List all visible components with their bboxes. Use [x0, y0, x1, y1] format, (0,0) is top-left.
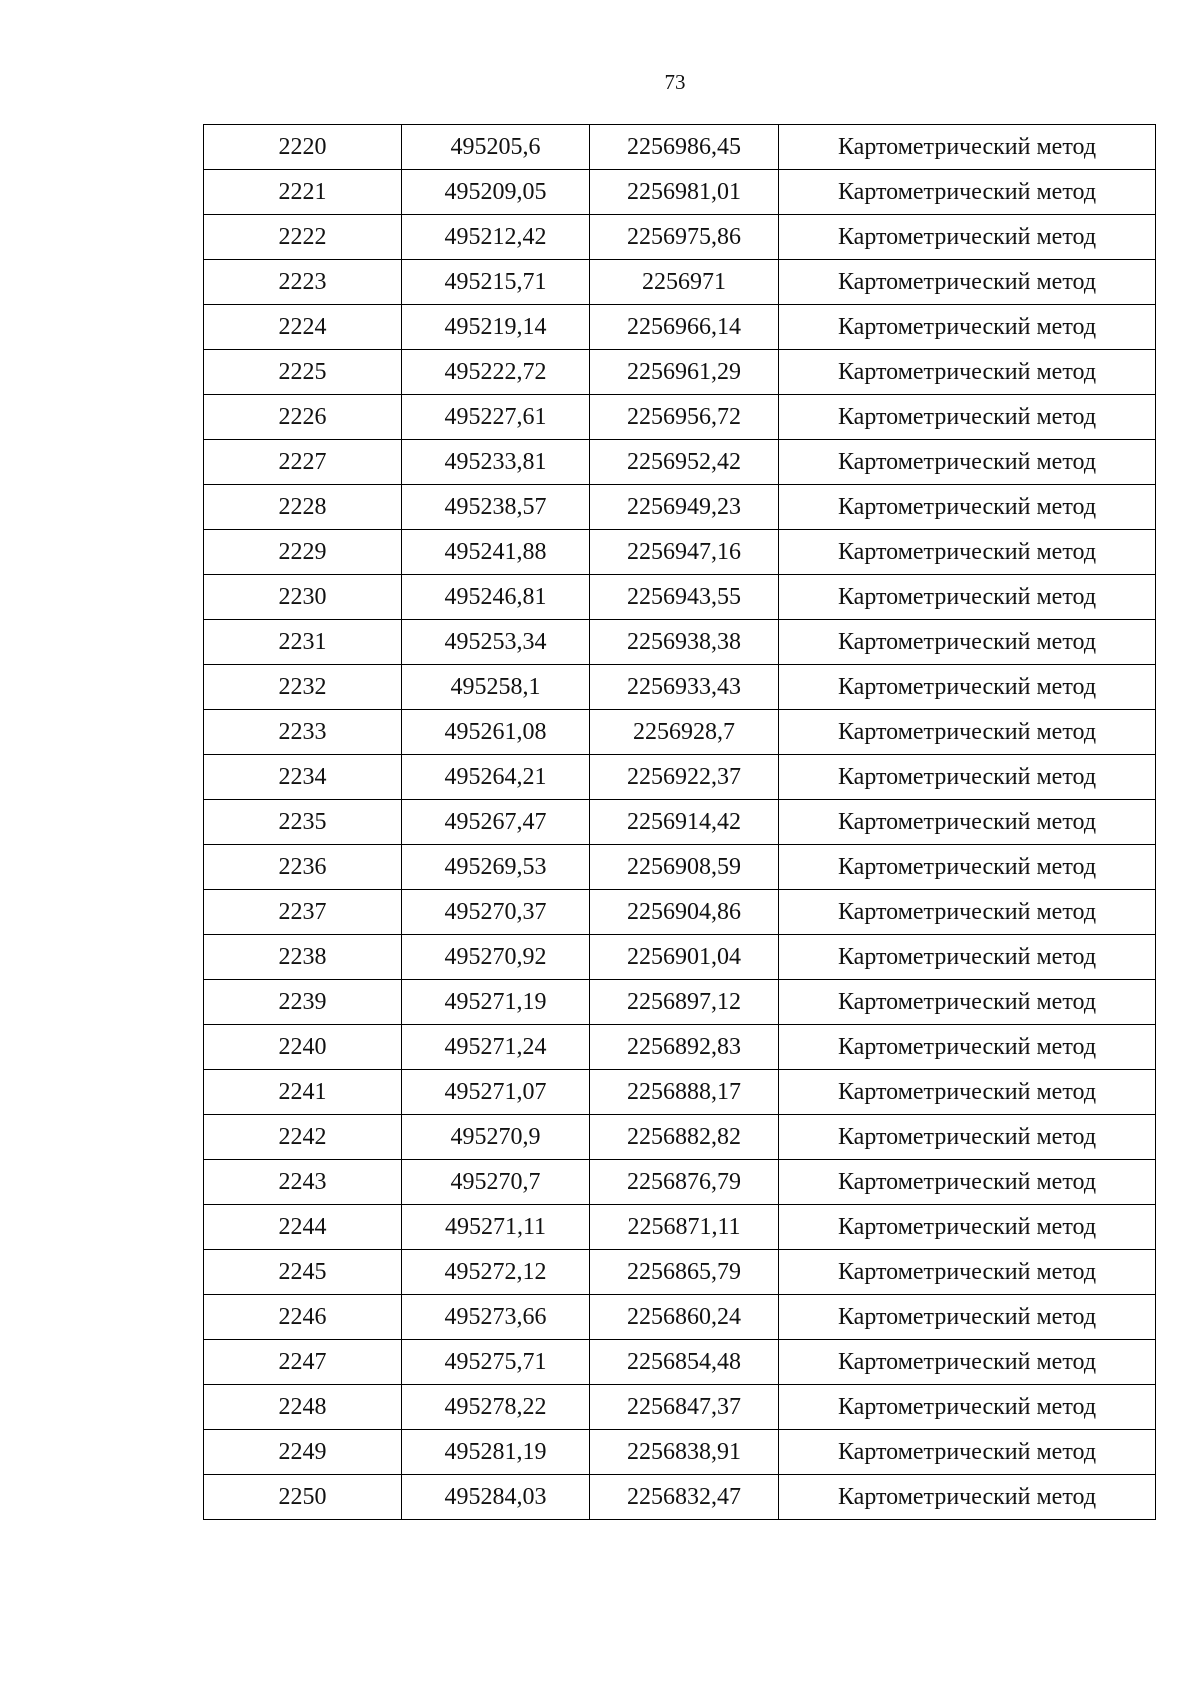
- x-coordinate-cell: 495272,12: [402, 1250, 590, 1295]
- point-number-cell: 2250: [204, 1475, 402, 1520]
- table-row: [204, 1250, 1156, 1295]
- y-coordinate-cell: 2256975,86: [590, 215, 779, 260]
- table-row: [204, 1340, 1156, 1385]
- method-cell: Картометрический метод: [779, 440, 1156, 485]
- x-coordinate-cell: 495281,19: [402, 1430, 590, 1475]
- x-coordinate-cell: 495264,21: [402, 755, 590, 800]
- point-number-cell: 2220: [204, 125, 402, 170]
- y-coordinate-cell: 2256947,16: [590, 530, 779, 575]
- method-cell: Картометрический метод: [779, 125, 1156, 170]
- y-coordinate-cell: 2256914,42: [590, 800, 779, 845]
- point-number-cell: 2221: [204, 170, 402, 215]
- table-row: [204, 440, 1156, 485]
- y-coordinate-cell: 2256908,59: [590, 845, 779, 890]
- x-coordinate-cell: 495219,14: [402, 305, 590, 350]
- method-cell: Картометрический метод: [779, 305, 1156, 350]
- point-number-cell: 2244: [204, 1205, 402, 1250]
- y-coordinate-cell: 2256922,37: [590, 755, 779, 800]
- method-cell: Картометрический метод: [779, 620, 1156, 665]
- table-row: [204, 890, 1156, 935]
- x-coordinate-cell: 495212,42: [402, 215, 590, 260]
- y-coordinate-cell: 2256956,72: [590, 395, 779, 440]
- y-coordinate-cell: 2256871,11: [590, 1205, 779, 1250]
- x-coordinate-cell: 495271,19: [402, 980, 590, 1025]
- y-coordinate-cell: 2256888,17: [590, 1070, 779, 1115]
- table-row: [204, 620, 1156, 665]
- point-number-cell: 2249: [204, 1430, 402, 1475]
- point-number-cell: 2227: [204, 440, 402, 485]
- point-number-cell: 2230: [204, 575, 402, 620]
- method-cell: Картометрический метод: [779, 395, 1156, 440]
- method-cell: Картометрический метод: [779, 1205, 1156, 1250]
- point-number-cell: 2238: [204, 935, 402, 980]
- table-row: [204, 215, 1156, 260]
- y-coordinate-cell: 2256882,82: [590, 1115, 779, 1160]
- table-row: [204, 845, 1156, 890]
- x-coordinate-cell: 495270,7: [402, 1160, 590, 1205]
- point-number-cell: 2232: [204, 665, 402, 710]
- table-row: [204, 125, 1156, 170]
- point-number-cell: 2245: [204, 1250, 402, 1295]
- y-coordinate-cell: 2256860,24: [590, 1295, 779, 1340]
- x-coordinate-cell: 495233,81: [402, 440, 590, 485]
- method-cell: Картометрический метод: [779, 890, 1156, 935]
- point-number-cell: 2241: [204, 1070, 402, 1115]
- page-number: 73: [664, 70, 686, 94]
- y-coordinate-cell: 2256949,23: [590, 485, 779, 530]
- method-cell: Картометрический метод: [779, 530, 1156, 575]
- point-number-cell: 2229: [204, 530, 402, 575]
- x-coordinate-cell: 495267,47: [402, 800, 590, 845]
- method-cell: Картометрический метод: [779, 980, 1156, 1025]
- y-coordinate-cell: 2256904,86: [590, 890, 779, 935]
- x-coordinate-cell: 495284,03: [402, 1475, 590, 1520]
- table-row: [204, 350, 1156, 395]
- y-coordinate-cell: 2256971: [590, 260, 779, 305]
- table-row: [204, 1025, 1156, 1070]
- method-cell: Картометрический метод: [779, 845, 1156, 890]
- point-number-cell: 2223: [204, 260, 402, 305]
- method-cell: Картометрический метод: [779, 710, 1156, 755]
- table-row: [204, 665, 1156, 710]
- table-row: [204, 395, 1156, 440]
- method-cell: Картометрический метод: [779, 260, 1156, 305]
- method-cell: Картометрический метод: [779, 800, 1156, 845]
- x-coordinate-cell: 495215,71: [402, 260, 590, 305]
- x-coordinate-cell: 495258,1: [402, 665, 590, 710]
- y-coordinate-cell: 2256986,45: [590, 125, 779, 170]
- point-number-cell: 2248: [204, 1385, 402, 1430]
- y-coordinate-cell: 2256854,48: [590, 1340, 779, 1385]
- x-coordinate-cell: 495209,05: [402, 170, 590, 215]
- method-cell: Картометрический метод: [779, 485, 1156, 530]
- method-cell: Картометрический метод: [779, 170, 1156, 215]
- table-row: [204, 530, 1156, 575]
- point-number-cell: 2234: [204, 755, 402, 800]
- method-cell: Картометрический метод: [779, 1430, 1156, 1475]
- coordinates-table: [203, 124, 1156, 1520]
- method-cell: Картометрический метод: [779, 1025, 1156, 1070]
- x-coordinate-cell: 495270,37: [402, 890, 590, 935]
- x-coordinate-cell: 495227,61: [402, 395, 590, 440]
- x-coordinate-cell: 495246,81: [402, 575, 590, 620]
- x-coordinate-cell: 495205,6: [402, 125, 590, 170]
- table-row: [204, 1205, 1156, 1250]
- table-row: [204, 935, 1156, 980]
- y-coordinate-cell: 2256933,43: [590, 665, 779, 710]
- point-number-cell: 2246: [204, 1295, 402, 1340]
- table-row: [204, 575, 1156, 620]
- x-coordinate-cell: 495270,92: [402, 935, 590, 980]
- y-coordinate-cell: 2256943,55: [590, 575, 779, 620]
- point-number-cell: 2235: [204, 800, 402, 845]
- x-coordinate-cell: 495270,9: [402, 1115, 590, 1160]
- table-row: [204, 980, 1156, 1025]
- x-coordinate-cell: 495278,22: [402, 1385, 590, 1430]
- method-cell: Картометрический метод: [779, 935, 1156, 980]
- point-number-cell: 2233: [204, 710, 402, 755]
- point-number-cell: 2247: [204, 1340, 402, 1385]
- y-coordinate-cell: 2256892,83: [590, 1025, 779, 1070]
- table-body: [204, 125, 1156, 1520]
- method-cell: Картометрический метод: [779, 755, 1156, 800]
- point-number-cell: 2224: [204, 305, 402, 350]
- table-row: [204, 305, 1156, 350]
- y-coordinate-cell: 2256838,91: [590, 1430, 779, 1475]
- y-coordinate-cell: 2256847,37: [590, 1385, 779, 1430]
- method-cell: Картометрический метод: [779, 350, 1156, 395]
- point-number-cell: 2225: [204, 350, 402, 395]
- x-coordinate-cell: 495222,72: [402, 350, 590, 395]
- y-coordinate-cell: 2256952,42: [590, 440, 779, 485]
- point-number-cell: 2222: [204, 215, 402, 260]
- y-coordinate-cell: 2256876,79: [590, 1160, 779, 1205]
- x-coordinate-cell: 495271,11: [402, 1205, 590, 1250]
- x-coordinate-cell: 495269,53: [402, 845, 590, 890]
- y-coordinate-cell: 2256966,14: [590, 305, 779, 350]
- y-coordinate-cell: 2256832,47: [590, 1475, 779, 1520]
- table-row: [204, 1295, 1156, 1340]
- y-coordinate-cell: 2256938,38: [590, 620, 779, 665]
- y-coordinate-cell: 2256901,04: [590, 935, 779, 980]
- table-row: [204, 755, 1156, 800]
- method-cell: Картометрический метод: [779, 1385, 1156, 1430]
- method-cell: Картометрический метод: [779, 1160, 1156, 1205]
- x-coordinate-cell: 495271,24: [402, 1025, 590, 1070]
- table-row: [204, 260, 1156, 305]
- method-cell: Картометрический метод: [779, 575, 1156, 620]
- table-row: [204, 1160, 1156, 1205]
- x-coordinate-cell: 495253,34: [402, 620, 590, 665]
- point-number-cell: 2231: [204, 620, 402, 665]
- y-coordinate-cell: 2256897,12: [590, 980, 779, 1025]
- table-row: [204, 1430, 1156, 1475]
- point-number-cell: 2236: [204, 845, 402, 890]
- method-cell: Картометрический метод: [779, 1340, 1156, 1385]
- x-coordinate-cell: 495261,08: [402, 710, 590, 755]
- method-cell: Картометрический метод: [779, 1070, 1156, 1115]
- point-number-cell: 2237: [204, 890, 402, 935]
- table-row: [204, 1070, 1156, 1115]
- table-row: [204, 1475, 1156, 1520]
- y-coordinate-cell: 2256865,79: [590, 1250, 779, 1295]
- x-coordinate-cell: 495273,66: [402, 1295, 590, 1340]
- table-row: [204, 485, 1156, 530]
- x-coordinate-cell: 495271,07: [402, 1070, 590, 1115]
- point-number-cell: 2240: [204, 1025, 402, 1070]
- x-coordinate-cell: 495238,57: [402, 485, 590, 530]
- method-cell: Картометрический метод: [779, 1295, 1156, 1340]
- table-row: [204, 710, 1156, 755]
- method-cell: Картометрический метод: [779, 215, 1156, 260]
- method-cell: Картометрический метод: [779, 1115, 1156, 1160]
- method-cell: Картометрический метод: [779, 1250, 1156, 1295]
- y-coordinate-cell: 2256961,29: [590, 350, 779, 395]
- table-row: [204, 1115, 1156, 1160]
- y-coordinate-cell: 2256928,7: [590, 710, 779, 755]
- point-number-cell: 2226: [204, 395, 402, 440]
- method-cell: Картометрический метод: [779, 665, 1156, 710]
- method-cell: Картометрический метод: [779, 1475, 1156, 1520]
- table-row: [204, 170, 1156, 215]
- point-number-cell: 2239: [204, 980, 402, 1025]
- point-number-cell: 2242: [204, 1115, 402, 1160]
- point-number-cell: 2243: [204, 1160, 402, 1205]
- table-row: [204, 1385, 1156, 1430]
- x-coordinate-cell: 495275,71: [402, 1340, 590, 1385]
- y-coordinate-cell: 2256981,01: [590, 170, 779, 215]
- x-coordinate-cell: 495241,88: [402, 530, 590, 575]
- point-number-cell: 2228: [204, 485, 402, 530]
- table-row: [204, 800, 1156, 845]
